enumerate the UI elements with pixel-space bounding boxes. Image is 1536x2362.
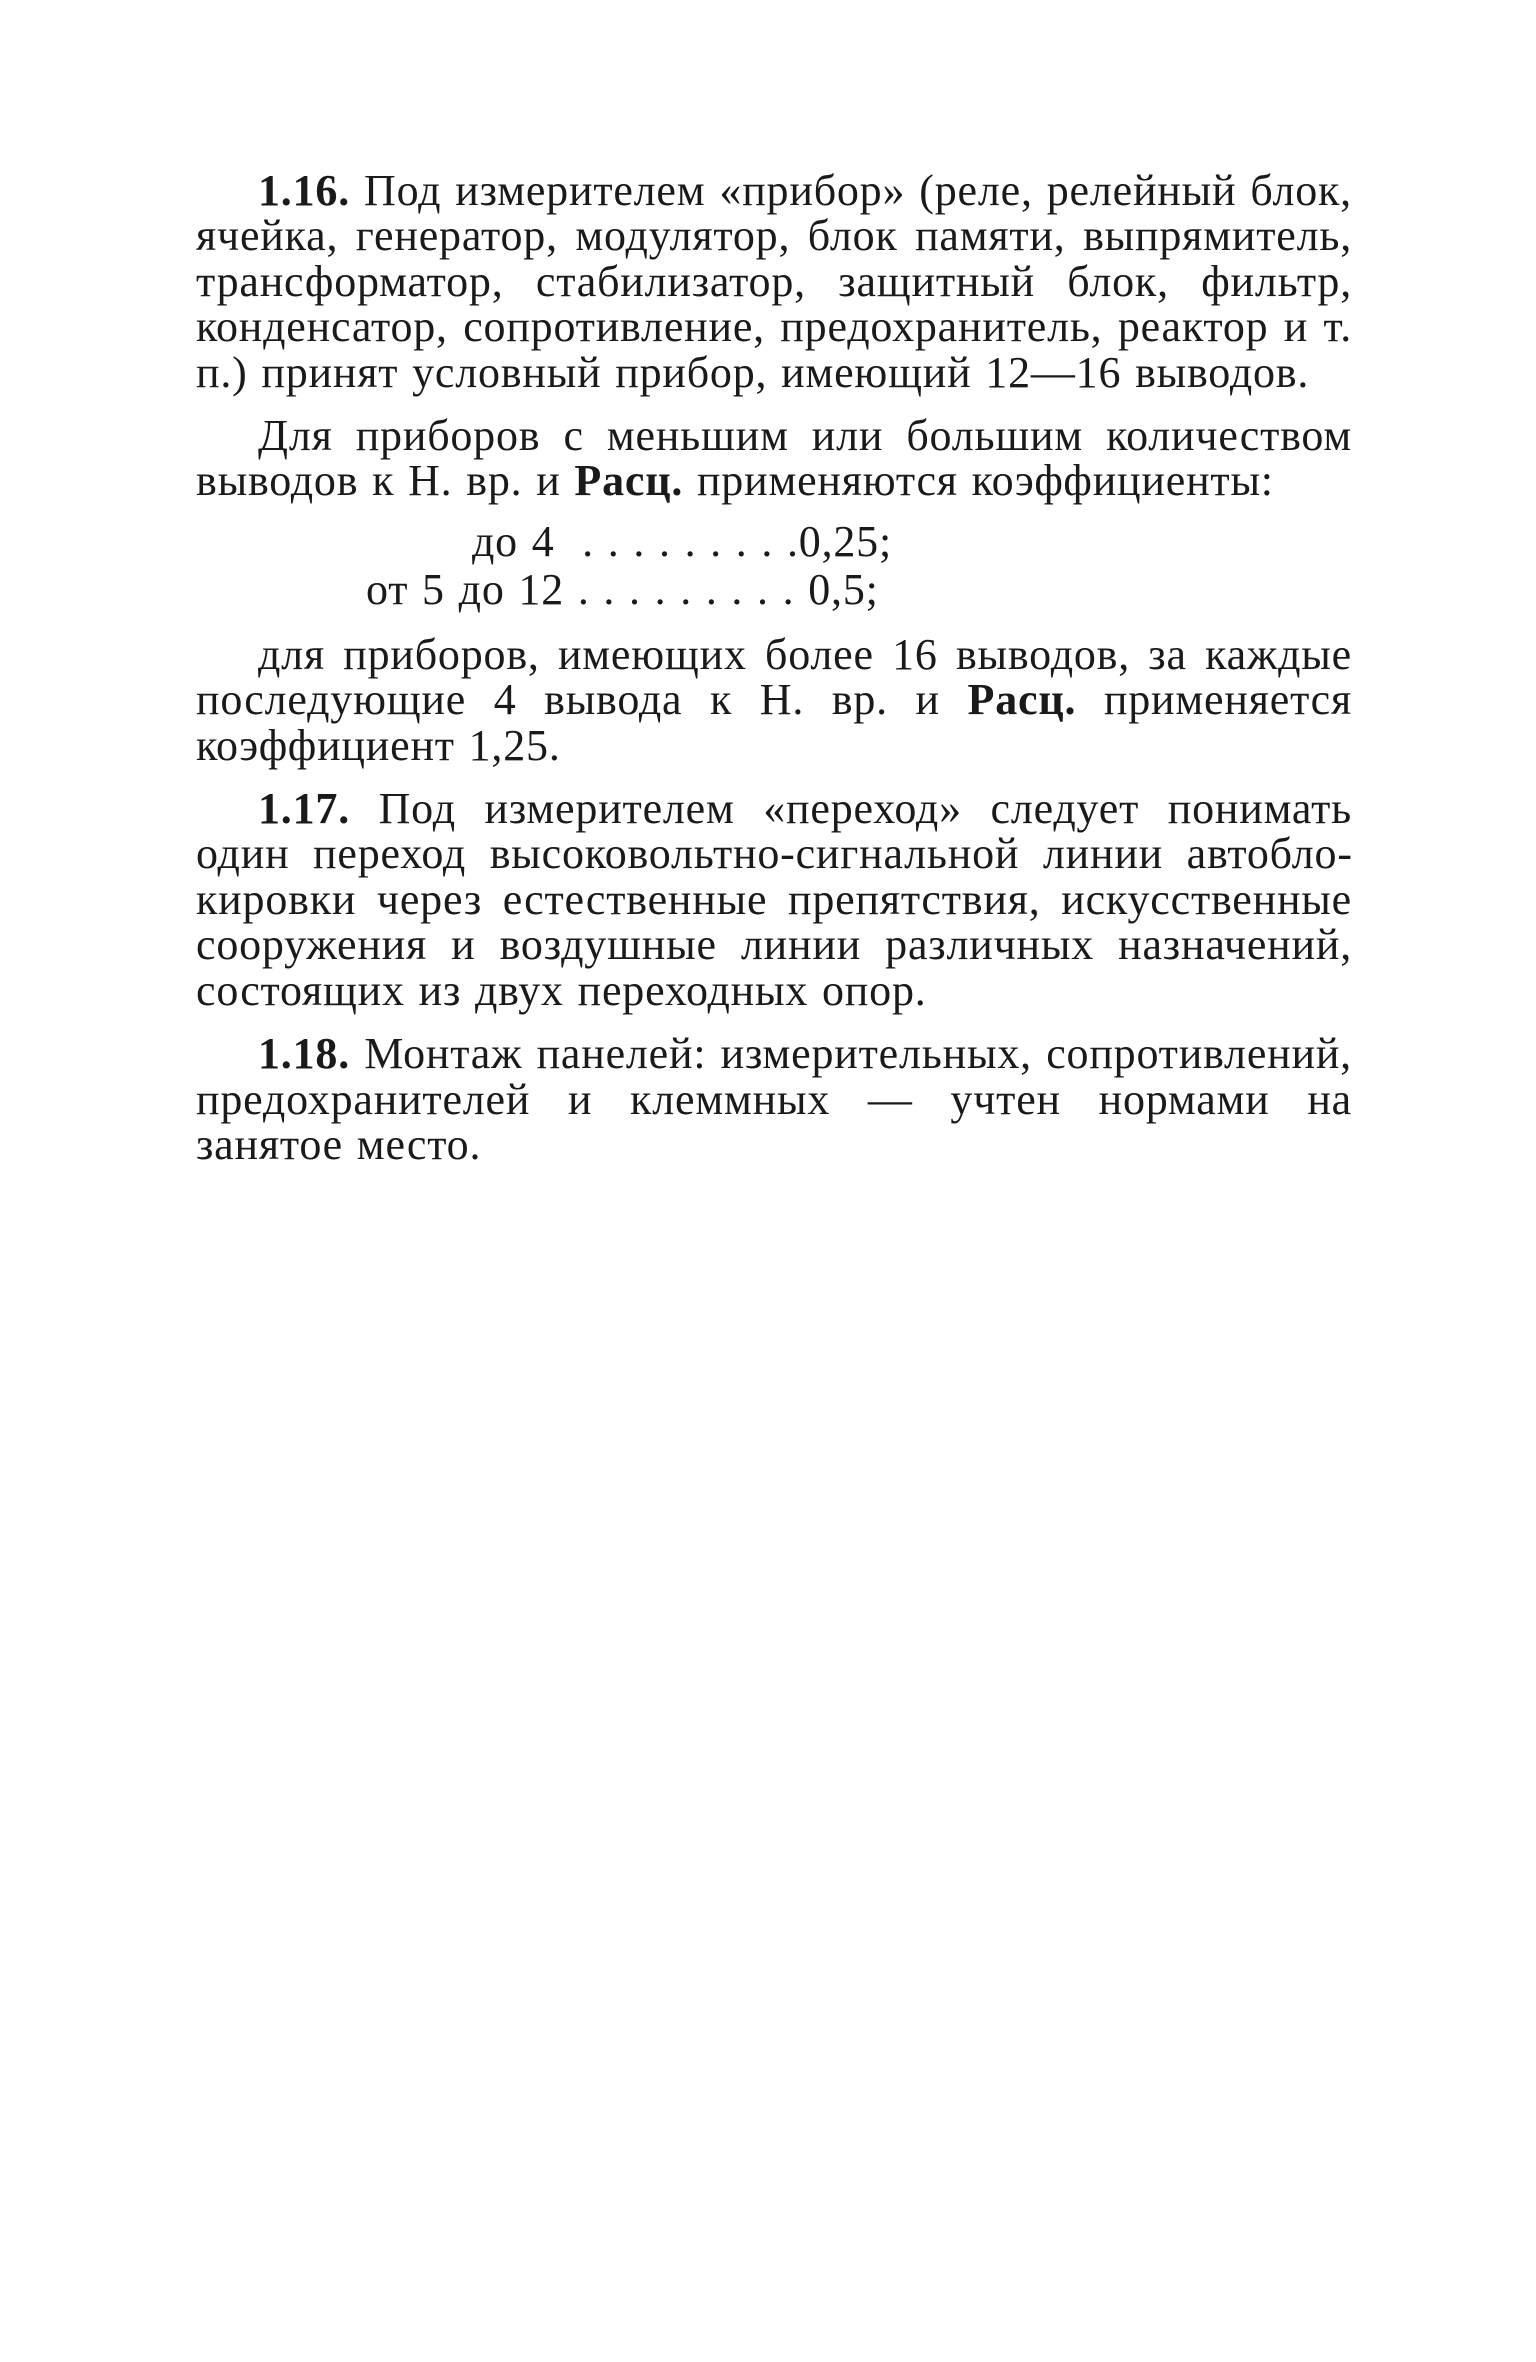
paragraph-text: для приборов, имеющих более 16 выводов, за каждые последующие 4 вывода к Н. вр. и [196,629,1352,725]
paragraph-1-18 [196,1031,1352,1167]
clause-number: 1.17. [258,784,350,834]
clause-number: 1.18. [258,1029,350,1079]
coefficient-row: от 5 до 12 . . . . . . . . . 0,5; [366,564,879,614]
paragraph-text: Для приборов с меньшим или большим количеством выводов к Н. вр. и [196,411,1352,506]
coefficient-row: до 4 . . . . . . . . .0,25; [472,516,893,566]
clause-number: 1.16. [258,166,350,215]
paragraph-1-16 [196,168,1352,395]
document-page [196,168,1352,1185]
paragraph-text: Под измерителем «переход» следует понимать один переход высоковольтно-сигнальной линии автоблокировки через естественные препятствия, искусственные сооружения и воздушные линии различных назначений, состоящих из двух переходных опор. [196,784,1352,1015]
paragraph-1-17 [196,786,1352,1013]
paragraph-text: применяется коэффициент 1,25. [196,675,1353,770]
paragraph-extra-leads [196,629,1353,770]
bold-term: Расц. [574,456,684,506]
paragraph-text: применяются коэффициенты: [683,456,1274,506]
coefficient-table [196,518,1352,614]
paragraph-text: Под измерителем «прибор» (реле, релейный блок, ячейка, генератор, модулятор, блок памяти, выпрямитель, трансформатор, стабилизатор, защитный блок, фильтр, конденсатор, сопротивление, предохранитель, реактор и т. п.) принят условный прибор, имеющий 12—16 выводов. [196,166,1352,397]
paragraph-text: Монтаж панелей: измерительных, сопротивлений, предохранителей и клеммных — учтен нормами на занятое место. [196,1029,1352,1169]
bold-term: Расц. [967,675,1077,725]
paragraph-coefficients-intro [196,413,1352,504]
